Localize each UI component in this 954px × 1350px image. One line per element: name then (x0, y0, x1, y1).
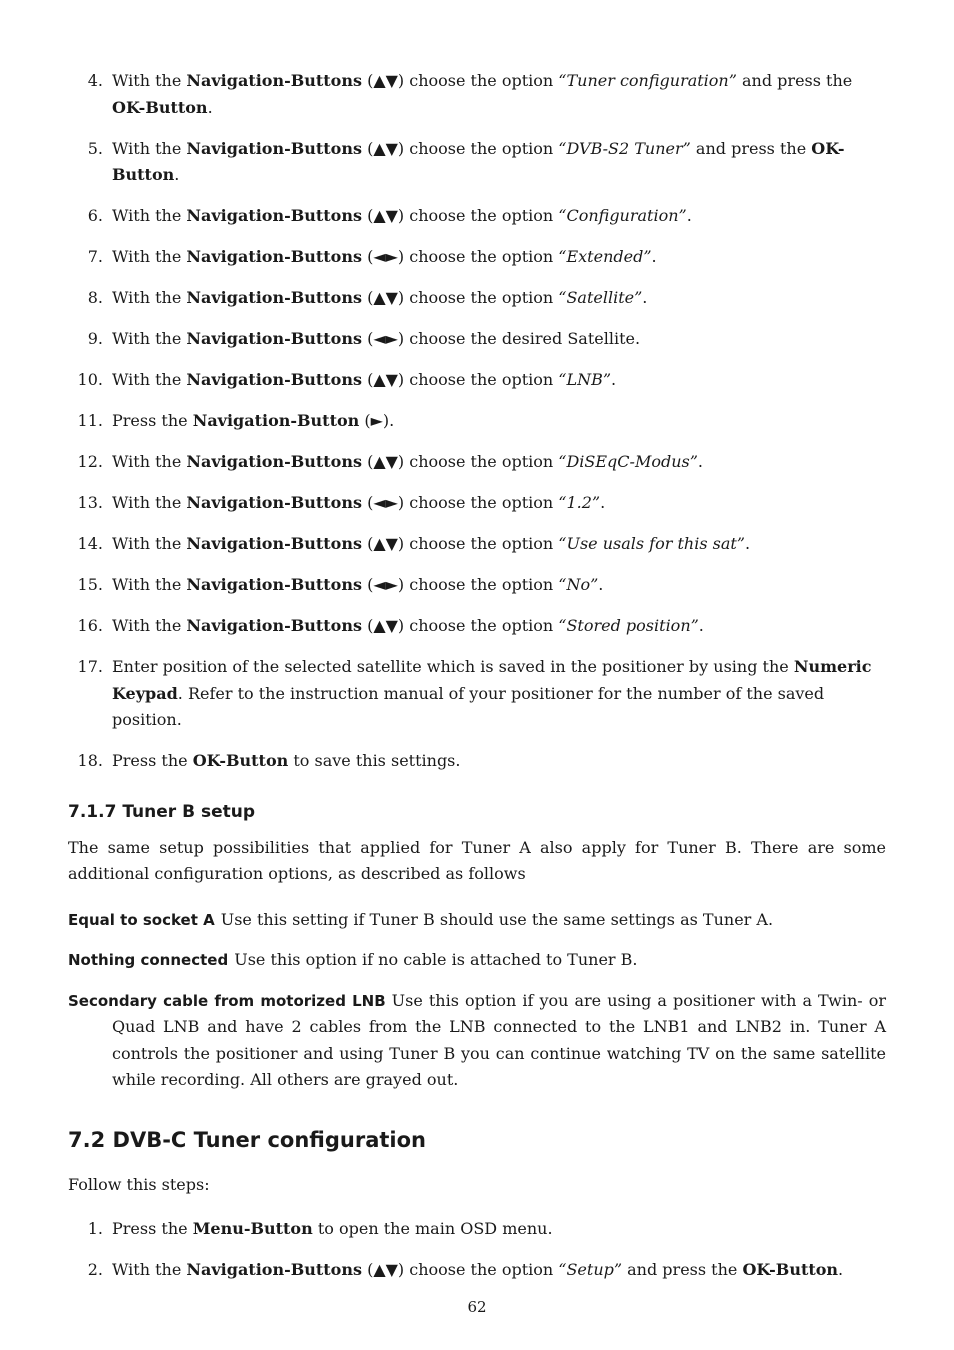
document-page (68, 68, 886, 1298)
button-name: Navigation-Buttons (186, 452, 362, 471)
list-item (68, 613, 886, 640)
definition-item (68, 988, 886, 1094)
step-text: Press the (112, 751, 193, 770)
step-number: 7. (87, 247, 103, 266)
step-text: With the (112, 534, 187, 553)
step-number: 14. (77, 534, 103, 553)
step-number: 11. (77, 411, 103, 430)
button-name: Navigation-Buttons (186, 370, 362, 389)
button-name: OK-Button (192, 751, 289, 770)
button-name: Menu-Button (192, 1219, 313, 1238)
step-text: . (686, 206, 692, 225)
button-name: Navigation-Buttons (186, 493, 362, 512)
step-number: 6. (87, 206, 103, 225)
step-number: 5. (87, 138, 103, 158)
button-name: OK-Button (112, 138, 845, 184)
step-number: 16. (77, 616, 103, 635)
button-name: Navigation-Buttons (186, 71, 362, 90)
step-text: . (698, 616, 704, 635)
button-name: Navigation-Buttons (186, 288, 362, 307)
page-number: 62 (467, 1298, 487, 1316)
list-item (68, 531, 886, 558)
step-text: (▲▼) choose the option (361, 452, 559, 471)
step-text: With the (112, 329, 187, 348)
step-number: 9. (87, 329, 103, 348)
step-text: Enter position of the selected satellite which is saved in the positioner by using the (112, 657, 794, 676)
step-text: With the (112, 206, 187, 225)
step-text: (▲▼) choose the option (361, 206, 559, 225)
step-text: Press the (112, 1219, 193, 1238)
menu-option: “Stored position” (558, 616, 699, 635)
list-item (68, 572, 886, 599)
step-text: With the (112, 493, 187, 512)
section-heading-dvbc-tuner-configuration: 7.2 DVB-C Tuner configuration (68, 1127, 426, 1152)
list-item (68, 203, 886, 230)
step-text: (◄►) choose the option (361, 247, 559, 266)
step-text: (◄►) choose the option (361, 575, 559, 594)
step-text: . (744, 534, 751, 553)
step-text: . (611, 370, 617, 389)
list-item (68, 244, 886, 271)
step-text: . (651, 247, 657, 266)
list-item (68, 1257, 886, 1284)
button-name: Navigation-Buttons (186, 329, 362, 348)
step-list-dvbc (68, 1216, 886, 1284)
definition-term: Nothing connected (68, 951, 229, 969)
tuner-b-intro: The same setup possibilities that applied for Tuner A also apply for Tuner B. There are some additional configuration options, as described as follows (68, 837, 886, 883)
step-text: (▲▼) choose the option (361, 71, 559, 90)
list-item (68, 449, 886, 476)
step-text: (▲▼) choose the option (361, 1260, 559, 1279)
step-list-tuner-a (68, 68, 886, 775)
step-number: 10. (77, 370, 103, 389)
step-text: (▲▼) choose the option (361, 288, 559, 307)
step-text: to save this settings. (288, 751, 461, 770)
step-text: With the (112, 71, 187, 90)
step-text: and press the (622, 1260, 743, 1279)
step-text: (▲▼) choose the option (361, 534, 559, 553)
button-name: Numeric Keypad (112, 657, 872, 703)
button-name: Navigation-Buttons (186, 206, 362, 225)
list-item (68, 136, 886, 189)
step-text: (►). (359, 411, 395, 430)
step-number: 4. (87, 71, 103, 90)
step-text: With the (112, 1260, 187, 1279)
step-number: 2. (87, 1260, 103, 1279)
list-item (68, 748, 886, 775)
step-text: to open the main OSD menu. (312, 1219, 553, 1238)
list-item (68, 285, 886, 312)
section-heading-tuner-b-setup: 7.1.7 Tuner B setup (68, 801, 256, 822)
button-name: Navigation-Buttons (186, 575, 362, 594)
list-item (68, 68, 886, 121)
step-text: . Refer to the instruction manual of your positioner for the number of the saved position. (112, 683, 825, 729)
list-item (68, 367, 886, 394)
tuner-b-options-list (68, 907, 886, 1094)
button-name: OK-Button (112, 97, 208, 117)
button-name: Navigation-Buttons (186, 616, 362, 635)
button-name: OK-Button (742, 1260, 839, 1279)
step-text: and press the (690, 138, 812, 158)
menu-option: “Use usals for this sat” (558, 534, 745, 553)
definition-text: Use this option if you are using a positioner with a Twin- or Quad LNB and have 2 cables from the LNB connected to the LNB1 and LNB2 in. Tuner A controls the positioner and using Tuner B you can continue watching TV on the same satellite while recording. All others are grayed out. (112, 990, 886, 1089)
step-text: . (697, 452, 703, 471)
step-number: 8. (87, 288, 103, 307)
step-number: 12. (77, 452, 103, 471)
step-text: (◄►) choose the desired Satellite. (361, 329, 641, 348)
step-text: With the (112, 452, 187, 471)
menu-option: “1.2” (558, 493, 601, 512)
step-text: With the (112, 247, 187, 266)
step-text: (◄►) choose the option (361, 493, 559, 512)
step-number: 15. (77, 575, 103, 594)
menu-option: “Configuration” (558, 206, 687, 225)
definition-text: Use this setting if Tuner B should use the same settings as Tuner A. (220, 909, 774, 929)
menu-option: “DVB-S2 Tuner” (558, 138, 691, 158)
list-item (68, 490, 886, 517)
step-text: and press the (736, 71, 853, 90)
step-number: 18. (77, 751, 103, 770)
list-item (68, 326, 886, 353)
step-number: 17. (77, 657, 103, 676)
definition-text: Use this option if no cable is attached to Tuner B. (234, 950, 638, 969)
menu-option: “LNB” (558, 370, 612, 389)
step-text: Press the (112, 411, 193, 430)
definition-item (68, 907, 886, 934)
step-text: With the (112, 138, 187, 158)
step-text: With the (112, 370, 187, 389)
step-text: . (174, 165, 180, 184)
step-number: 13. (77, 493, 103, 512)
button-name: Navigation-Buttons (186, 534, 362, 553)
definition-term: Secondary cable from motorized LNB (68, 991, 386, 1010)
dvbc-intro: Follow this steps: (68, 1174, 210, 1194)
list-item (68, 408, 886, 435)
step-text: . (600, 493, 606, 512)
definition-term: Equal to socket A (68, 910, 215, 929)
definition-item (68, 947, 886, 974)
menu-option: “DiSEqC-Modus” (558, 452, 698, 471)
button-name: Navigation-Button (192, 411, 360, 430)
menu-option: “Extended” (558, 247, 652, 266)
step-text: . (642, 288, 648, 307)
button-name: Navigation-Buttons (186, 138, 362, 158)
step-text: (▲▼) choose the option (361, 370, 559, 389)
step-text: With the (112, 288, 187, 307)
step-text: (▲▼) choose the option (361, 138, 559, 158)
step-text: (▲▼) choose the option (361, 616, 559, 635)
step-number: 1. (87, 1219, 103, 1238)
button-name: Navigation-Buttons (186, 1260, 362, 1279)
menu-option: “Satellite” (558, 288, 643, 307)
menu-option: “Tuner configuration” (558, 71, 737, 90)
list-item (68, 654, 886, 734)
step-text: . (598, 575, 604, 594)
menu-option: “No” (558, 575, 599, 594)
step-text: . (207, 97, 213, 117)
step-text: With the (112, 575, 187, 594)
menu-option: “Setup” (558, 1260, 623, 1279)
step-text: . (838, 1260, 844, 1279)
list-item (68, 1216, 886, 1243)
step-text: With the (112, 616, 187, 635)
button-name: Navigation-Buttons (186, 247, 362, 266)
